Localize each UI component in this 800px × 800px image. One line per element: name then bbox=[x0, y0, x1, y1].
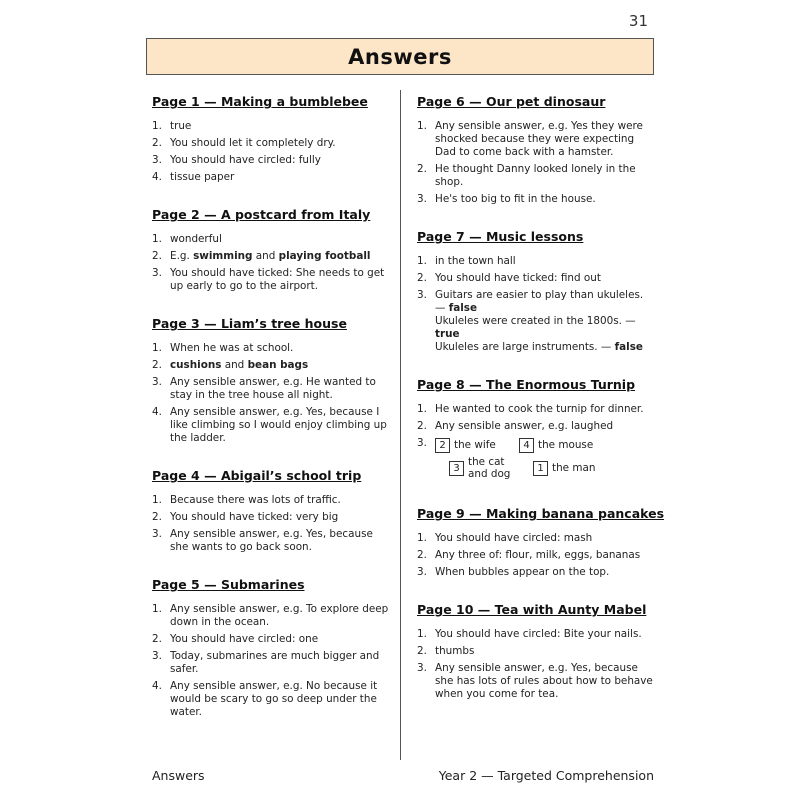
answer-list bbox=[417, 120, 655, 206]
list-item: 1. in the town hall bbox=[417, 255, 516, 267]
list-item: 2. You should have ticked: find out bbox=[417, 272, 601, 284]
list-item: 1. He wanted to cook the turnip for dinner. bbox=[417, 403, 644, 415]
number-box: 4 bbox=[519, 438, 534, 453]
list-item: 1. Any sensible answer, e.g. To explore deep down in the ocean. bbox=[152, 603, 389, 628]
section-page-6 bbox=[417, 94, 655, 206]
list-item: 1. Any sensible answer, e.g. Yes they were shocked because they were expecting Dad to come back with a hamster. bbox=[417, 120, 643, 158]
answer-list bbox=[152, 120, 390, 184]
right-column bbox=[417, 94, 665, 724]
footer-section-label: Answers bbox=[152, 768, 205, 783]
section-page-5 bbox=[152, 577, 390, 719]
order-item: 2 the wife bbox=[435, 438, 519, 453]
list-item: 3. 2 the wife 4 the mouse 3 the cat and dog 1 the man bbox=[417, 437, 655, 483]
banner-title: Answers bbox=[348, 44, 452, 69]
list-item: 2. He thought Danny looked lonely in the shop. bbox=[417, 163, 636, 188]
section-heading: Page 7 — Music lessons bbox=[417, 229, 584, 244]
answer-list bbox=[417, 255, 655, 354]
list-item: 4. Any sensible answer, e.g. No because it would be scary to go so deep under the water. bbox=[152, 680, 378, 718]
section-heading: Page 1 — Making a bumblebee bbox=[152, 94, 368, 109]
footer-book-title: Year 2 — Targeted Comprehension bbox=[438, 768, 654, 783]
list-item: 3. You should have ticked: She needs to get up early to go to the airport. bbox=[152, 267, 385, 292]
list-item: 1. wonderful bbox=[152, 233, 222, 245]
list-item: 3. Any sensible answer, e.g. Yes, because she has lots of rules about how to behave when you come for tea. bbox=[417, 662, 653, 700]
list-item: 2. E.g. swimming and playing football bbox=[152, 250, 371, 262]
section-heading: Page 10 — Tea with Aunty Mabel bbox=[417, 602, 647, 617]
list-item: 1. When he was at school. bbox=[152, 342, 294, 354]
section-page-2 bbox=[152, 207, 390, 293]
answer-list bbox=[152, 603, 390, 719]
order-item: 1 the man bbox=[533, 461, 595, 476]
answer-list bbox=[417, 403, 655, 483]
number-box: 2 bbox=[435, 438, 450, 453]
list-item: 1. You should have circled: mash bbox=[417, 532, 593, 544]
answer-list bbox=[152, 494, 390, 554]
list-item: 1. Because there was lots of traffic. bbox=[152, 494, 341, 506]
section-page-7 bbox=[417, 229, 655, 354]
answer-list bbox=[152, 342, 390, 445]
list-item: 1. You should have circled: Bite your nails. bbox=[417, 628, 642, 640]
list-item: 4. tissue paper bbox=[152, 171, 235, 183]
section-page-8 bbox=[417, 377, 655, 483]
list-item: 3. Guitars are easier to play than ukuleles. — false Ukuleles were created in the 1800s. — true Ukuleles are large instruments. — false bbox=[417, 289, 644, 353]
list-item: 3. Any sensible answer, e.g. He wanted to stay in the tree house all night. bbox=[152, 376, 376, 401]
list-item: 3. You should have circled: fully bbox=[152, 154, 321, 166]
order-item: 3 the cat and dog bbox=[449, 456, 533, 480]
list-item: 2. cushions and bean bags bbox=[152, 359, 309, 371]
section-heading: Page 6 — Our pet dinosaur bbox=[417, 94, 606, 109]
page-number: 31 bbox=[628, 12, 648, 30]
list-item: 3. When bubbles appear on the top. bbox=[417, 566, 610, 578]
list-item: 2. Any sensible answer, e.g. laughed bbox=[417, 420, 614, 432]
list-item: 3. Any sensible answer, e.g. Yes, because she wants to go back soon. bbox=[152, 528, 373, 553]
section-page-4 bbox=[152, 468, 390, 554]
list-item: 2. You should let it completely dry. bbox=[152, 137, 336, 149]
ordering-answer bbox=[435, 438, 655, 483]
answer-list bbox=[417, 628, 655, 701]
section-page-1 bbox=[152, 94, 390, 184]
section-heading: Page 9 — Making banana pancakes bbox=[417, 506, 665, 521]
order-item: 4 the mouse bbox=[519, 438, 593, 453]
list-item: 2. thumbs bbox=[417, 645, 475, 657]
number-box: 1 bbox=[533, 461, 548, 476]
section-heading: Page 2 — A postcard from Italy bbox=[152, 207, 371, 222]
answer-list bbox=[417, 532, 655, 579]
section-page-3 bbox=[152, 316, 390, 445]
list-item: 3. He's too big to fit in the house. bbox=[417, 193, 596, 205]
list-item: 2. Any three of: flour, milk, eggs, bananas bbox=[417, 549, 641, 561]
list-item: 1. true bbox=[152, 120, 192, 132]
left-column bbox=[152, 94, 390, 742]
answer-list bbox=[152, 233, 390, 293]
section-heading: Page 3 — Liam’s tree house bbox=[152, 316, 347, 331]
number-box: 3 bbox=[449, 461, 464, 476]
section-heading: Page 4 — Abigail’s school trip bbox=[152, 468, 362, 483]
column-divider bbox=[400, 90, 401, 760]
list-item: 3. Today, submarines are much bigger and safer. bbox=[152, 650, 380, 675]
section-page-9 bbox=[417, 506, 665, 579]
section-page-10 bbox=[417, 602, 655, 701]
answers-banner bbox=[146, 38, 654, 75]
section-heading: Page 8 — The Enormous Turnip bbox=[417, 377, 636, 392]
list-item: 2. You should have circled: one bbox=[152, 633, 319, 645]
section-heading: Page 5 — Submarines bbox=[152, 577, 305, 592]
list-item: 2. You should have ticked: very big bbox=[152, 511, 339, 523]
list-item: 4. Any sensible answer, e.g. Yes, because I like climbing so I would enjoy climbing up the ladder. bbox=[152, 406, 387, 444]
